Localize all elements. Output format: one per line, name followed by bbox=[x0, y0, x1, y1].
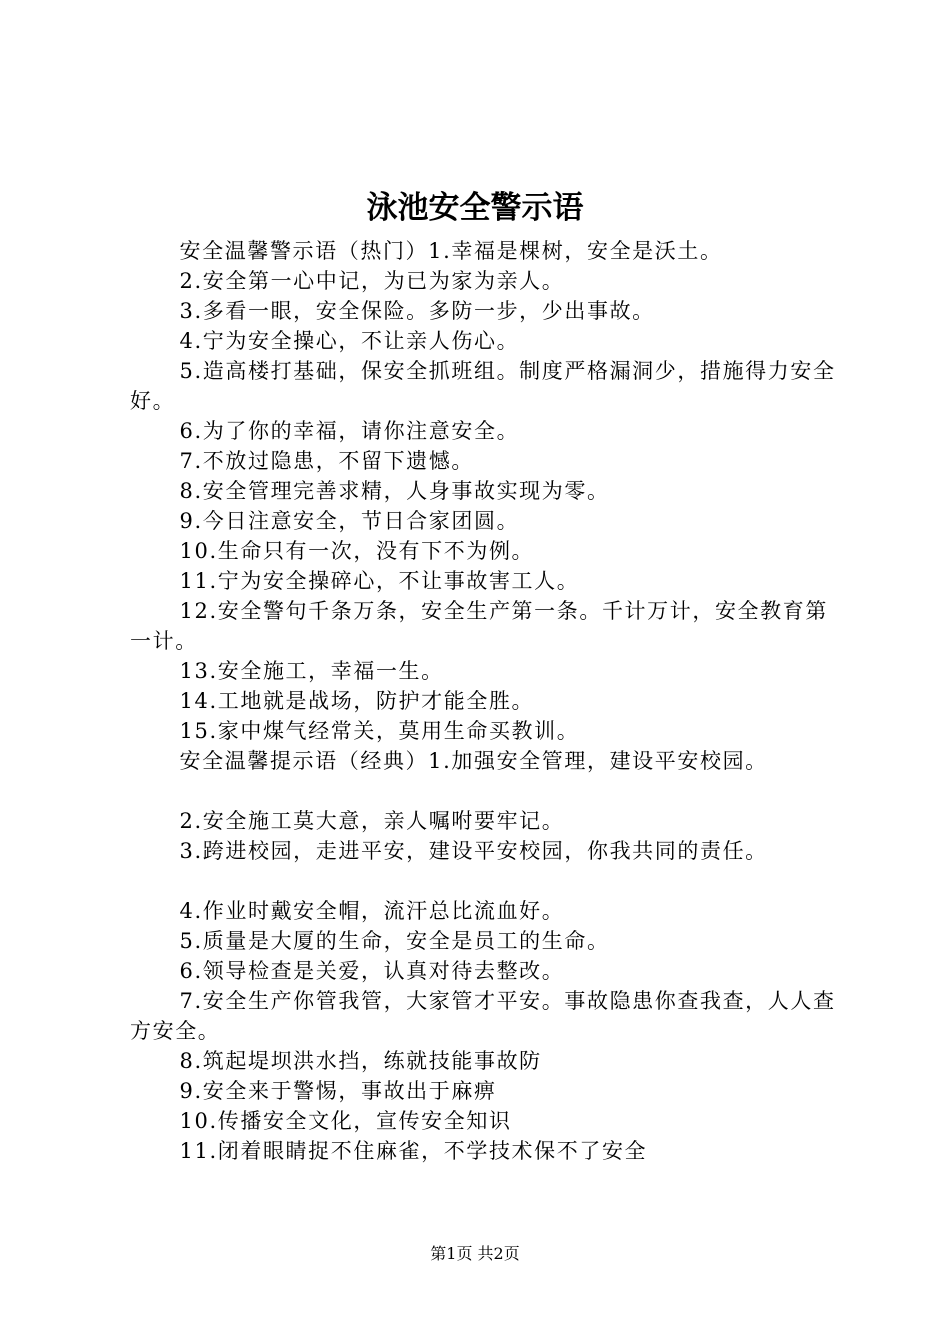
paragraph: 8.筑起堤坝洪水挡，练就技能事故防 bbox=[179, 1049, 542, 1073]
paragraph: 4.作业时戴安全帽，流汗总比流血好。 bbox=[179, 899, 565, 923]
paragraph: 7.安全生产你管我管，大家管才平安。事故隐患你查我查，人人查方安全。 bbox=[130, 989, 836, 1043]
paragraph: 2.安全施工莫大意，亲人嘱咐要牢记。 bbox=[179, 809, 565, 833]
paragraph: 10.生命只有一次，没有下不为例。 bbox=[179, 539, 535, 563]
document-body bbox=[130, 236, 850, 1166]
paragraph: 15.家中煤气经常关，莫用生命买教训。 bbox=[179, 719, 580, 743]
paragraph: 3.多看一眼，安全保险。多防一步，少出事故。 bbox=[179, 299, 655, 323]
paragraph: 13.安全施工，幸福一生。 bbox=[179, 659, 444, 683]
paragraph: 11.闭着眼睛捉不住麻雀，不学技术保不了安全 bbox=[179, 1139, 648, 1163]
paragraph: 5.造高楼打基础，保安全抓班组。制度严格漏洞少，措施得力安全好。 bbox=[130, 359, 836, 413]
section-heading-paragraph: 安全温馨提示语（经典）1.加强安全管理，建设平安校园。 bbox=[179, 749, 768, 773]
paragraph: 10.传播安全文化，宣传安全知识 bbox=[179, 1109, 512, 1133]
paragraph: 14.工地就是战场，防护才能全胜。 bbox=[179, 689, 535, 713]
paragraph: 9.今日注意安全，节日合家团圆。 bbox=[179, 509, 520, 533]
paragraph: 4.宁为安全操心，不让亲人伤心。 bbox=[179, 329, 520, 353]
paragraph: 8.安全管理完善求精，人身事故实现为零。 bbox=[179, 479, 610, 503]
paragraph: 6.为了你的幸福，请你注意安全。 bbox=[179, 419, 520, 443]
paragraph: 5.质量是大厦的生命，安全是员工的生命。 bbox=[179, 929, 610, 953]
page-title: 泳池安全警示语 bbox=[366, 190, 584, 226]
page-number-footer: 第1页 共2页 bbox=[430, 1244, 520, 1263]
paragraph: 9.安全来于警惕，事故出于麻痹 bbox=[179, 1079, 497, 1103]
paragraph: 2.安全第一心中记，为已为家为亲人。 bbox=[179, 269, 565, 293]
paragraph: 12.安全警句千条万条，安全生产第一条。千计万计，安全教育第一计。 bbox=[130, 599, 828, 653]
paragraph: 安全温馨警示语（热门）1.幸福是棵树，安全是沃土。 bbox=[179, 239, 723, 263]
paragraph: 6.领导检查是关爱，认真对待去整改。 bbox=[179, 959, 565, 983]
paragraph: 11.宁为安全操碎心，不让事故害工人。 bbox=[179, 569, 580, 593]
paragraph: 3.跨进校园，走进平安，建设平安校园，你我共同的责任。 bbox=[179, 839, 768, 863]
paragraph: 7.不放过隐患，不留下遗憾。 bbox=[179, 449, 474, 473]
